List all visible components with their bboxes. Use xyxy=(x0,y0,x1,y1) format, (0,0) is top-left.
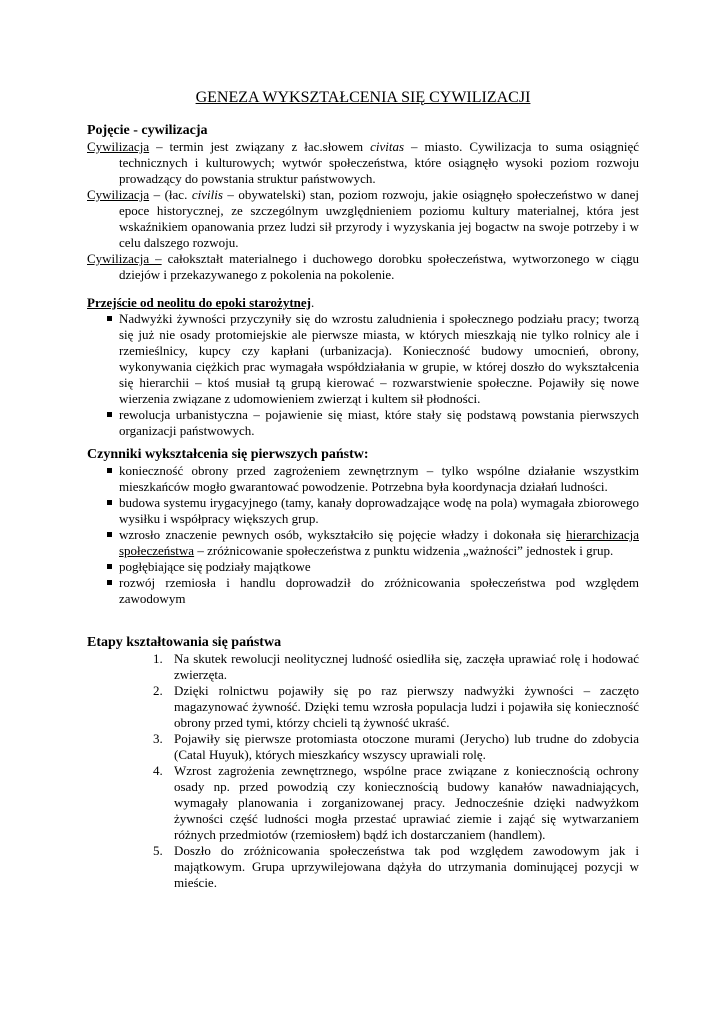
definition-paragraph xyxy=(87,139,639,187)
definition-text: – (łac. xyxy=(149,187,192,202)
list-item: rozwój rzemiosła i handlu doprowadził do zróżnicowania społeczeństwa pod względem zawodowym xyxy=(119,575,639,606)
definition-text: – obywatelski) stan, poziom rozwoju, jakie osiągnęło społeczeństwo w danej epoce historycznej, ze szczególnym uwzględnieniem poziomu kultury materialnej, która jest wskaźnikiem opanowania przez ludzi sił przyrody i wyzyskania jej bogactw na swoje potrzeby i w celu dalszego rozwoju. xyxy=(119,187,639,250)
definition-text: – miasto. Cywilizacja to suma osiągnięć technicznych i kulturowych; wytwór społeczeństwa, które osiągnęło wysoki poziom rozwoju prowadzący do powstania struktur państwowych. xyxy=(119,139,639,186)
document-title: GENEZA WYKSZTAŁCENIA SIĘ CYWILIZACJI xyxy=(195,89,531,106)
section-heading-pojecie: Pojęcie - cywilizacja xyxy=(87,123,208,138)
list-number: 3. xyxy=(153,731,163,746)
list-number: 4. xyxy=(153,763,163,778)
section-heading-etapy: Etapy kształtowania się państwa xyxy=(87,635,282,650)
list-item xyxy=(153,763,639,843)
list-item xyxy=(153,843,639,891)
bullet-list xyxy=(87,463,639,607)
list-item xyxy=(153,683,639,731)
item-text: Pojawiły się pierwsze protomiasta otoczone murami (Jerycho) lub trudne do zdobycia (Catal Huyuk), których mieszkańcy wszyscy uprawiali rolę. xyxy=(174,731,639,762)
definition-term: Cywilizacja – xyxy=(87,251,162,266)
list-item: konieczność obrony przed zagrożeniem zewnętrznym – tylko wspólne działanie wszystkim mieszkańców mogło gwarantować powodzenie. Potrzebna była koordynacja działań ludności. xyxy=(119,463,639,494)
list-item: Nadwyżki żywności przyczyniły się do wzrostu zaludnienia i społecznego podziału pracy; tworzą się już nie osady protomiejskie ale pierwsze miasta, w których mieszkają nie tylko rolnicy ale i rzemieślnicy, kupcy czy kapłani (urbanizacja). Konieczność budowy umocnień, obrony, wykonywania ciężkich prac wymagała współdziałania w grupie, w której doszło do wykształcenia się hierarchii – ktoś musiał tą grupą kierować – rozwarstwienie społeczne. Pojawiły się nowe wierzenia związane z udomowieniem zwierząt i kultem sił płodności. xyxy=(119,311,639,406)
section-czynniki xyxy=(87,446,639,607)
section-przejscie xyxy=(87,295,639,439)
list-item xyxy=(119,527,639,559)
definition-paragraph xyxy=(87,187,639,251)
definition-term: Cywilizacja xyxy=(87,139,150,154)
definition-text: całokształt materialnego i duchowego dorobku społeczeństwa, wytworzonego w ciągu dziejów i przekazywanego z pokolenia na pokolenie. xyxy=(119,251,639,282)
list-item xyxy=(153,731,639,763)
list-item: pogłębiające się podziały majątkowe xyxy=(119,559,639,575)
section-pojecie xyxy=(87,122,639,283)
numbered-list xyxy=(87,651,639,891)
item-text: – zróżnicowanie społeczeństwa z punktu widzenia „ważności” jednostek i grup. xyxy=(194,543,614,558)
item-text: Na skutek rewolucji neolitycznej ludność osiedliła się, zaczęła uprawiać rolę i hodować zwierzęta. xyxy=(174,651,639,682)
item-text: Doszło do zróżnicowania społeczeństwa tak pod względem zawodowym jak i majątkowym. Grupa uprzywilejowana dążyła do utrzymania dominującej pozycji w mieście. xyxy=(174,843,639,890)
list-number: 1. xyxy=(153,651,163,666)
section-heading-przejscie xyxy=(87,295,639,311)
heading-dot: . xyxy=(310,295,315,310)
heading-text: Przejście od neolitu do epoki starożytnej xyxy=(87,295,311,310)
latin-word: civitas xyxy=(370,139,405,154)
definition-text: – termin jest związany z łac.słowem xyxy=(149,139,371,154)
definition-paragraph xyxy=(87,251,639,283)
underlined-term: hierarchizacja społeczeństwa xyxy=(119,527,639,558)
section-etapy xyxy=(87,634,639,891)
list-item: budowa systemu irygacyjnego (tamy, kanały doprowadzające wodę na pola) wymagała zbiorowego wysiłku i współpracy większych grup. xyxy=(119,495,639,526)
item-text: wzrosło znaczenie pewnych osób, wykształciło się pojęcie władzy i dokonała się xyxy=(119,527,567,542)
bullet-list xyxy=(87,311,639,439)
list-item xyxy=(153,651,639,683)
section-heading-czynniki: Czynniki wykształcenia się pierwszych państw: xyxy=(87,447,369,462)
item-text: Dzięki rolnictwu pojawiły się po raz pierwszy nadwyżki żywności – zaczęto magazynować żywność. Dzięki temu wzrosła populacja ludzi i pojawiła się konieczność obrony przed tymi, którzy chcieli tą żywność ukraść. xyxy=(174,683,639,730)
list-number: 2. xyxy=(153,683,163,698)
definition-term: Cywilizacja xyxy=(87,187,150,202)
list-number: 5. xyxy=(153,843,163,858)
list-item: rewolucja urbanistyczna – pojawienie się miast, które stały się podstawą powstania pierwszych organizacji państwowych. xyxy=(119,407,639,438)
item-text: Wzrost zagrożenia zewnętrznego, wspólne prace związane z koniecznością ochrony osady np. przed powodzią czy koniecznością budowy kanałów nawadniających, wymagały planowania i zorganizowanej pracy. Jednocześnie dzięki nadwyżkom żywności część ludności mogła przestać uprawiać ziemie i zająć się wytwarzaniem różnych przedmiotów (rzemiosłem) bądź ich dostarczaniem (handlem). xyxy=(174,763,639,842)
latin-word: civilis xyxy=(191,187,223,202)
